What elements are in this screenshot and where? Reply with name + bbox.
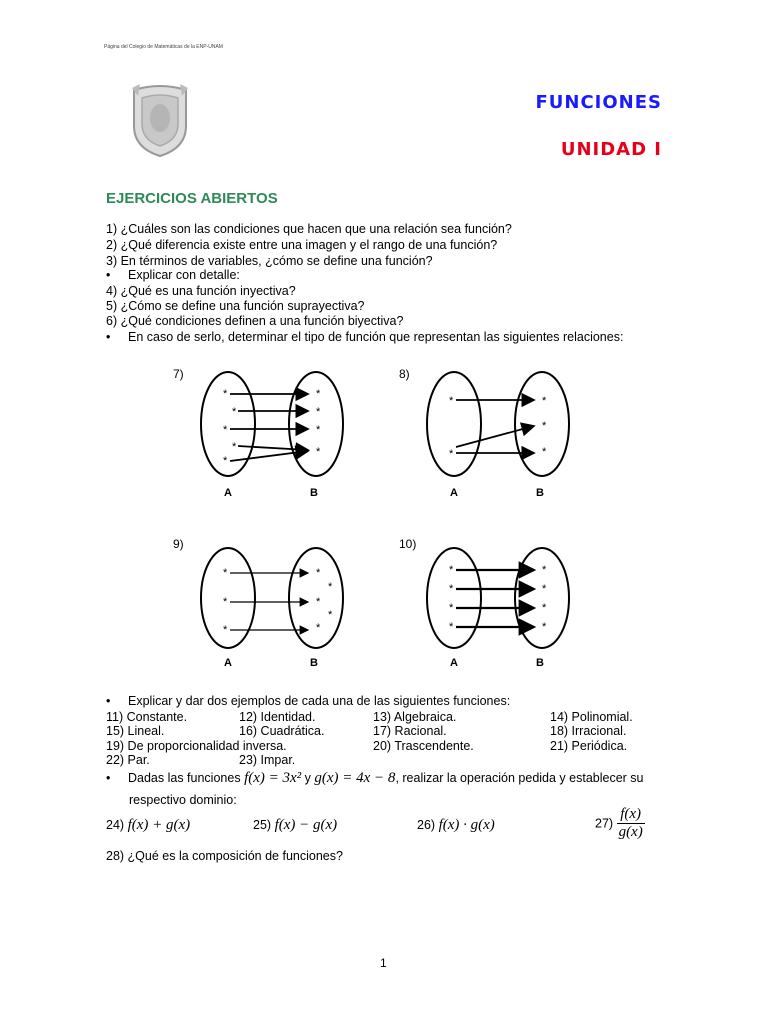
function-type-13: 13) Algebraica. <box>373 710 457 724</box>
element-a1: * <box>223 567 228 579</box>
function-type-11: 11) Constante. <box>106 710 188 724</box>
element-b4: * <box>542 621 547 633</box>
unam-seal-logo <box>128 82 192 158</box>
function-type-18: 18) Irracional. <box>550 724 627 738</box>
element-b4: * <box>316 446 321 458</box>
bullet-explain-examples: • Explicar y dar dos ejemplos de cada una de las siguientes funciones: <box>106 694 511 708</box>
source-line: Página del Colegio de Matemáticas de la ENP-UNAM <box>104 44 223 50</box>
element-b2: * <box>316 406 321 418</box>
function-type-16: 16) Cuadrática. <box>239 724 325 738</box>
diagram-10-label: 10) <box>399 537 417 551</box>
unit-label: UNIDAD I <box>560 139 662 160</box>
element-b1: * <box>316 567 321 579</box>
f-definition: f(x) = 3x² <box>244 770 302 786</box>
element-a3: * <box>449 602 454 614</box>
question-2: 2) ¿Qué diferencia existe entre una imagen y el rango de una función? <box>106 238 498 252</box>
bullet-given-functions: • Dadas las funciones f(x) = 3x² y g(x) = 4x − 8, realizar la operación pedida y establecer su <box>106 770 644 786</box>
bullet-symbol: • <box>106 268 111 282</box>
element-b1: * <box>316 388 321 400</box>
element-a1: * <box>449 395 454 407</box>
element-b2: * <box>542 583 547 595</box>
document-title: FUNCIONES <box>535 92 662 113</box>
bullet-symbol: • <box>106 330 111 344</box>
diagram-7-label: 7) <box>173 367 184 381</box>
set-b-label: B <box>310 657 318 669</box>
diagram-9 <box>190 540 370 660</box>
element-a2: * <box>449 583 454 595</box>
question-4: 4) ¿Qué es una función inyectiva? <box>106 284 296 298</box>
element-a2: * <box>223 596 228 608</box>
diagram-9-label: 9) <box>173 537 184 551</box>
question-5: 5) ¿Cómo se define una función suprayectiva? <box>106 299 365 313</box>
element-a1: * <box>449 564 454 576</box>
bullet-explain-detail: • Explicar con detalle: <box>106 268 240 282</box>
function-type-23: 23) Impar. <box>239 753 296 767</box>
element-b3: * <box>542 446 547 458</box>
set-a-label: A <box>224 657 232 669</box>
set-a-label: A <box>450 657 458 669</box>
element-a3: * <box>223 624 228 636</box>
function-type-19: 19) De proporcionalidad inversa. <box>106 739 287 753</box>
operation-27: 27) $\frac{f(x)}{g(x)}$ <box>595 806 643 840</box>
element-b1: * <box>542 395 547 407</box>
bullet-given-functions-line2: respectivo dominio: <box>129 793 237 807</box>
g-definition: g(x) = 4x − 8 <box>314 770 396 786</box>
question-6: 6) ¿Qué condiciones definen a una función biyectiva? <box>106 314 404 328</box>
question-28: 28) ¿Qué es la composición de funciones? <box>106 849 343 863</box>
function-type-22: 22) Par. <box>106 753 150 767</box>
element-a1: * <box>223 388 228 400</box>
element-b5: * <box>316 622 321 634</box>
operation-24: 24) f(x) + g(x) <box>106 817 191 833</box>
function-type-20: 20) Trascendente. <box>373 739 474 753</box>
element-b3: * <box>316 424 321 436</box>
diagram-8 <box>416 362 596 492</box>
set-a-label: A <box>224 487 232 499</box>
operation-25: 25) f(x) − g(x) <box>253 817 338 833</box>
question-1: 1) ¿Cuáles son las condiciones que hacen que una relación sea función? <box>106 222 512 236</box>
function-type-14: 14) Polinomial. <box>550 710 633 724</box>
function-type-12: 12) Identidad. <box>239 710 316 724</box>
element-a5: * <box>223 455 228 467</box>
diagram-7 <box>190 362 370 492</box>
bullet-symbol: • <box>106 694 111 708</box>
section-title: EJERCICIOS ABIERTOS <box>106 190 278 207</box>
element-b2: * <box>328 581 333 593</box>
bullet-determine-type: • En caso de serlo, determinar el tipo de función que representan las siguientes relaciones: <box>106 330 624 344</box>
element-b4: * <box>328 609 333 621</box>
element-b1: * <box>542 564 547 576</box>
diagram-10 <box>416 540 596 660</box>
set-a-label: A <box>450 487 458 499</box>
element-a4: * <box>232 441 237 453</box>
element-b3: * <box>542 602 547 614</box>
fraction-f-over-g: $\frac{f(x)}{g(x)}$ <box>618 806 643 840</box>
bullet-symbol: • <box>106 771 111 785</box>
element-b2: * <box>542 420 547 432</box>
set-b-label: B <box>310 487 318 499</box>
function-type-15: 15) Lineal. <box>106 724 165 738</box>
function-type-21: 21) Periódica. <box>550 739 628 753</box>
page-number: 1 <box>380 956 387 970</box>
element-a3: * <box>223 424 228 436</box>
operation-26: 26) f(x) · g(x) <box>417 817 495 833</box>
diagram-8-label: 8) <box>399 367 410 381</box>
set-b-label: B <box>536 657 544 669</box>
element-b3: * <box>316 596 321 608</box>
element-a2: * <box>232 406 237 418</box>
set-b-label: B <box>536 487 544 499</box>
question-3: 3) En términos de variables, ¿cómo se define una función? <box>106 254 433 268</box>
function-type-17: 17) Racional. <box>373 724 447 738</box>
element-a2: * <box>449 448 454 460</box>
element-a4: * <box>449 621 454 633</box>
